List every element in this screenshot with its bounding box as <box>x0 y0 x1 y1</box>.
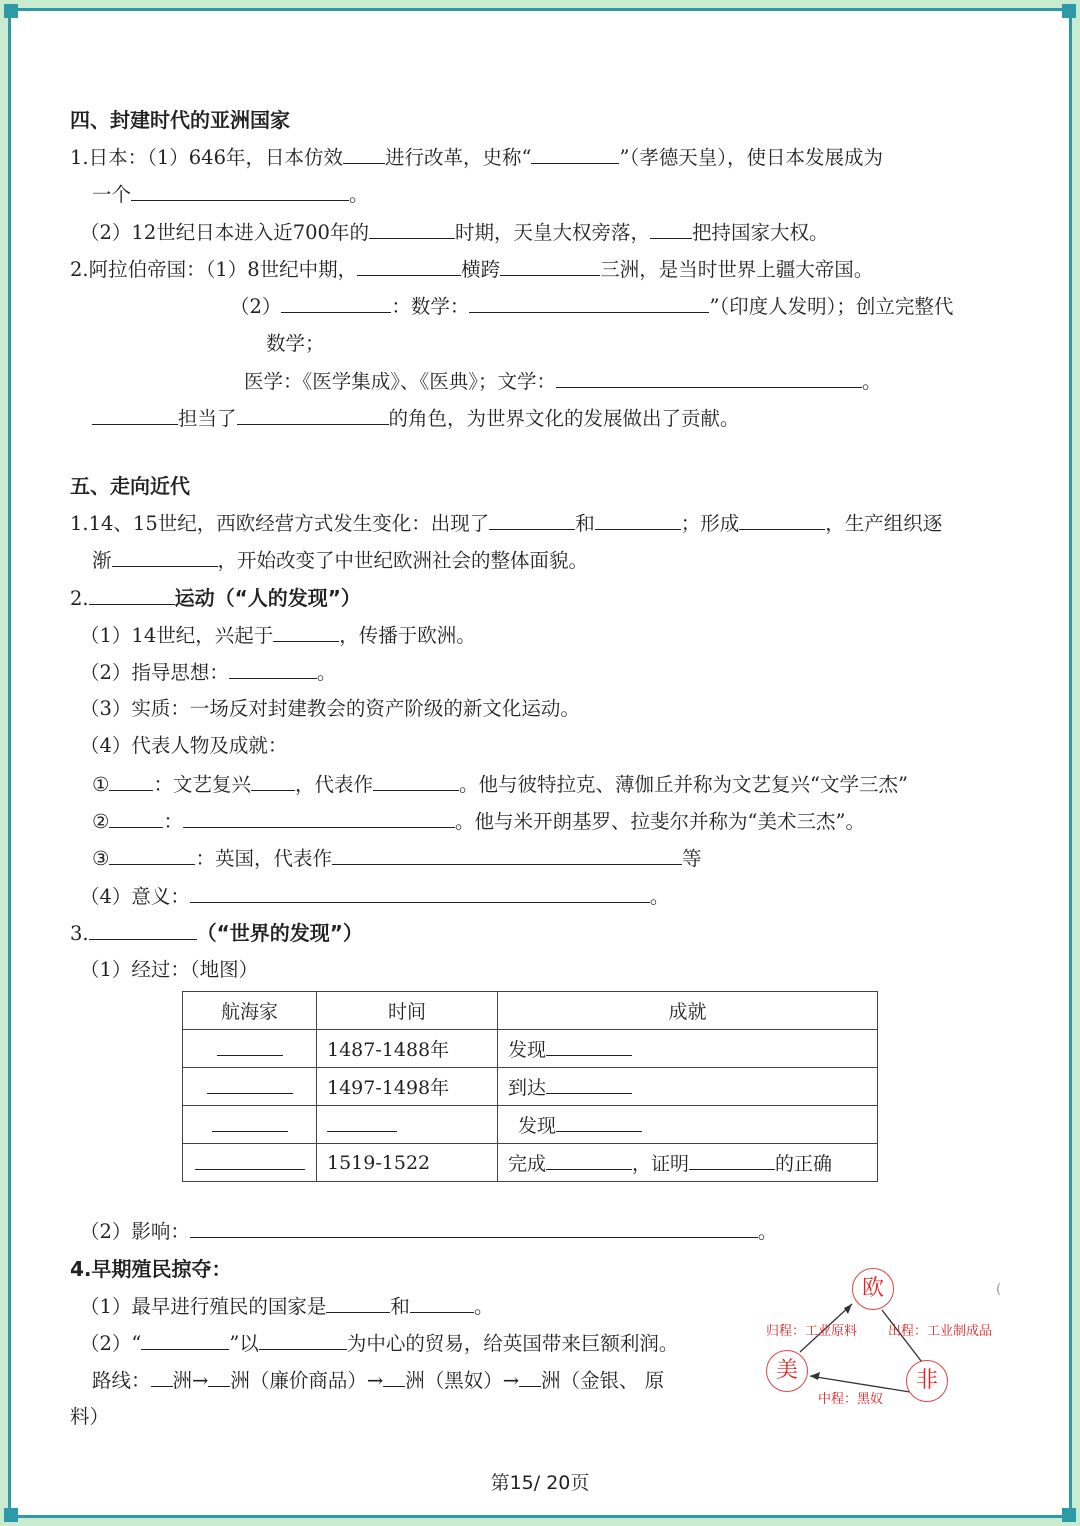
text: 运动（“人的发现”） <box>174 586 361 610</box>
fill-blank[interactable] <box>281 294 391 313</box>
text: ③ <box>92 847 110 870</box>
corner-ornament <box>1062 1508 1076 1522</box>
table-row <box>183 1068 878 1106</box>
fill-blank[interactable] <box>373 772 459 791</box>
representative-2 <box>92 809 865 834</box>
header-time: 时间 <box>317 992 498 1030</box>
text: ，开始改变了中世纪欧洲社会的整体面貌。 <box>217 549 589 572</box>
navigator-cell <box>183 1106 317 1144</box>
fill-blank[interactable] <box>217 1037 283 1056</box>
stray-mark: ( <box>996 1282 1002 1297</box>
text: 。 <box>316 661 337 684</box>
text: 路线： <box>92 1369 151 1392</box>
representative-1 <box>92 772 908 797</box>
fill-blank[interactable] <box>357 257 461 276</box>
fill-blank[interactable] <box>326 1294 390 1313</box>
text: ② <box>92 810 110 833</box>
text: 到达 <box>508 1077 547 1099</box>
text: （4）意义： <box>80 885 190 908</box>
fill-blank[interactable] <box>212 1113 288 1132</box>
discovery-line-1: （1）经过：（地图） <box>80 958 259 981</box>
worksheet-page <box>20 20 1060 1506</box>
fill-blank[interactable] <box>251 772 295 791</box>
africa-node: 非 <box>906 1360 948 1402</box>
text: 。他与米开朗基罗、拉斐尔并称为“美术三杰”。 <box>455 810 865 833</box>
text: ：数学： <box>391 295 470 318</box>
renaissance-line-4: （4）代表人物及成就： <box>80 734 288 757</box>
s4-line-5 <box>230 294 953 319</box>
fill-blank[interactable] <box>343 145 385 164</box>
fill-blank[interactable] <box>89 921 197 940</box>
renaissance-heading <box>70 586 361 611</box>
s5-line-1 <box>70 511 942 536</box>
fill-blank[interactable] <box>183 809 455 828</box>
fill-blank[interactable] <box>739 511 825 530</box>
fill-blank[interactable] <box>369 220 455 239</box>
outbound-leg-label: 出程：工业制成品 <box>888 1324 993 1339</box>
fill-blank[interactable] <box>500 257 600 276</box>
text: ”（孝德天皇），使日本发展成为 <box>619 146 883 169</box>
s4-line-4 <box>70 257 873 282</box>
text: ：文艺复兴 <box>153 773 251 796</box>
s4-line-2 <box>92 182 369 207</box>
fill-blank[interactable] <box>327 1113 397 1132</box>
fill-blank[interactable] <box>259 1331 347 1350</box>
fill-blank[interactable] <box>109 772 153 791</box>
colonial-line-4: 料） <box>70 1405 110 1428</box>
fill-blank[interactable] <box>237 406 389 425</box>
colonial-heading <box>70 1257 232 1282</box>
fill-blank[interactable] <box>207 1075 293 1094</box>
fill-blank[interactable] <box>546 1075 632 1094</box>
time-cell <box>317 1106 498 1144</box>
text: 三洲，是当时世界上疆大帝国。 <box>600 258 874 281</box>
fill-blank[interactable] <box>131 182 349 201</box>
text: 洲（金银、 原 <box>541 1369 665 1392</box>
fill-blank[interactable] <box>92 406 178 425</box>
text: ，代表作 <box>295 773 374 796</box>
colonial-line-1 <box>80 1294 493 1319</box>
representative-3 <box>92 846 702 871</box>
fill-blank[interactable] <box>151 1368 173 1387</box>
time-cell: 1497-1498年 <box>317 1068 498 1106</box>
achievement-cell <box>498 1144 878 1182</box>
middle-leg-label: 中程：黑奴 <box>818 1392 884 1407</box>
table-header-row <box>183 992 878 1030</box>
fill-blank[interactable] <box>556 1113 642 1132</box>
text: （1）最早进行殖民的国家是 <box>80 1295 327 1318</box>
s4-line-1 <box>70 145 883 170</box>
text: ，生产组织逐 <box>825 512 943 535</box>
text: 1.14、15世纪，西欧经营方式发生变化：出现了 <box>70 512 490 535</box>
navigator-cell <box>183 1068 317 1106</box>
header-navigator: 航海家 <box>183 992 317 1030</box>
text: ”（印度人发明）；创立完整代 <box>709 295 954 318</box>
europe-node: 欧 <box>852 1268 894 1310</box>
text: 3. <box>70 922 89 945</box>
text: 一个 <box>92 183 132 206</box>
corner-ornament <box>1062 4 1076 18</box>
text: 2. <box>70 587 89 610</box>
fill-blank[interactable] <box>112 548 218 567</box>
navigator-cell <box>183 1144 317 1182</box>
fill-blank[interactable] <box>109 846 195 865</box>
discovery-impact <box>80 1219 777 1244</box>
fill-blank[interactable] <box>229 660 317 679</box>
fill-blank[interactable] <box>689 1151 775 1170</box>
achievement-cell <box>498 1030 878 1068</box>
fill-blank[interactable] <box>273 623 339 642</box>
text: ：英国，代表作 <box>195 847 332 870</box>
fill-blank[interactable] <box>595 511 681 530</box>
text: ，证明 <box>632 1153 690 1175</box>
time-cell: 1519-1522 <box>317 1144 498 1182</box>
text: 。 <box>757 1220 778 1243</box>
achievement-cell <box>498 1068 878 1106</box>
text: 和 <box>390 1295 410 1318</box>
discovery-heading <box>70 921 363 946</box>
colonial-line-2 <box>80 1331 678 1356</box>
text: 。他与彼特拉克、薄伽丘并称为文艺复兴“文学三杰” <box>459 773 908 796</box>
text: （2） <box>230 295 282 318</box>
text: ”以 <box>229 1332 259 1355</box>
text: 。 <box>862 370 882 393</box>
text: 洲（廉价商品）→ <box>230 1369 384 1392</box>
fill-blank[interactable] <box>109 809 163 828</box>
text: ： <box>163 810 183 833</box>
text: 等 <box>682 847 702 870</box>
text: （2）指导思想： <box>80 661 229 684</box>
text: 发现 <box>508 1039 547 1061</box>
text: （2）12世纪日本进入近700年的 <box>80 221 369 244</box>
s4-line-7 <box>244 369 882 394</box>
achievement-cell <box>498 1106 878 1144</box>
text: 发现 <box>518 1115 557 1137</box>
navigators-table <box>182 991 878 1182</box>
text: 。 <box>473 1295 494 1318</box>
table-row <box>183 1030 878 1068</box>
renaissance-significance <box>80 884 669 909</box>
corner-ornament <box>4 4 18 18</box>
page-number: 第15/ 20页 <box>490 1472 590 1494</box>
s5-line-2 <box>92 548 588 573</box>
text: 渐 <box>92 549 112 572</box>
renaissance-line-2 <box>80 660 336 685</box>
fill-blank[interactable] <box>469 294 709 313</box>
fill-blank[interactable] <box>531 145 619 164</box>
text: 洲→ <box>172 1369 209 1392</box>
fill-blank[interactable] <box>195 1151 305 1170</box>
fill-blank[interactable] <box>208 1368 230 1387</box>
fill-blank[interactable] <box>519 1368 541 1387</box>
text: 的正确 <box>775 1153 833 1175</box>
time-cell: 1487-1488年 <box>317 1030 498 1068</box>
return-arrowhead <box>844 1304 852 1314</box>
text: 。 <box>649 885 670 908</box>
s4-line-8 <box>92 406 740 431</box>
fill-blank[interactable] <box>332 846 682 865</box>
text: 洲（黑奴）→ <box>405 1369 520 1392</box>
table-row <box>183 1144 878 1182</box>
text: 的角色，为世界文化的发展做出了贡献。 <box>388 407 740 430</box>
text: 进行改革，史称“ <box>384 146 532 169</box>
fill-blank[interactable] <box>546 1151 632 1170</box>
text: ；形成 <box>680 512 740 535</box>
text: 4.早期殖民掠夺： <box>70 1257 232 1281</box>
fill-blank[interactable] <box>650 220 692 239</box>
colonial-line-3 <box>92 1368 664 1393</box>
text: 医学：《医学集成》、《医典》；文学： <box>244 370 557 393</box>
fill-blank[interactable] <box>141 1331 229 1350</box>
text: ，传播于欧洲。 <box>339 624 476 647</box>
s4-line-6: 数学； <box>266 332 325 355</box>
text: 1.日本：（1）646年，日本仿效 <box>70 146 343 169</box>
fill-blank[interactable] <box>546 1037 632 1056</box>
text: （1）14世纪，兴起于 <box>80 624 274 647</box>
navigator-cell <box>183 1030 317 1068</box>
text: ① <box>92 773 110 796</box>
renaissance-line-1 <box>80 623 476 648</box>
fill-blank[interactable] <box>190 884 650 903</box>
text: 时期，天皇大权旁落， <box>454 221 650 244</box>
text: 为中心的贸易，给英国带来巨额利润。 <box>346 1332 679 1355</box>
text: （2）“ <box>80 1332 142 1355</box>
section-5-title: 五、走向近代 <box>70 474 190 498</box>
fill-blank[interactable] <box>383 1368 405 1387</box>
text: 横跨 <box>461 258 501 281</box>
corner-ornament <box>4 1508 18 1522</box>
fill-blank[interactable] <box>89 586 175 605</box>
fill-blank[interactable] <box>190 1219 758 1238</box>
section-4-title: 四、封建时代的亚洲国家 <box>70 108 290 132</box>
text: 完成 <box>508 1153 547 1175</box>
table-row <box>183 1106 878 1144</box>
middle-arrowhead <box>810 1372 820 1380</box>
s4-line-3 <box>80 220 828 245</box>
text: 2.阿拉伯帝国：（1）8世纪中期， <box>70 258 358 281</box>
fill-blank[interactable] <box>489 511 575 530</box>
text: 担当了 <box>178 407 237 430</box>
renaissance-line-3: （3）实质：一场反对封建教会的资产阶级的新文化运动。 <box>80 697 580 720</box>
fill-blank[interactable] <box>556 369 862 388</box>
america-node: 美 <box>766 1350 808 1392</box>
text: （“世界的发现”） <box>196 921 363 945</box>
text: （2）影响： <box>80 1220 190 1243</box>
text: 把持国家大权。 <box>691 221 829 244</box>
text: 和 <box>575 512 595 535</box>
fill-blank[interactable] <box>410 1294 474 1313</box>
header-achievement: 成就 <box>498 992 878 1030</box>
text: 。 <box>349 183 369 206</box>
return-leg-label: 归程：工业原料 <box>766 1324 858 1339</box>
